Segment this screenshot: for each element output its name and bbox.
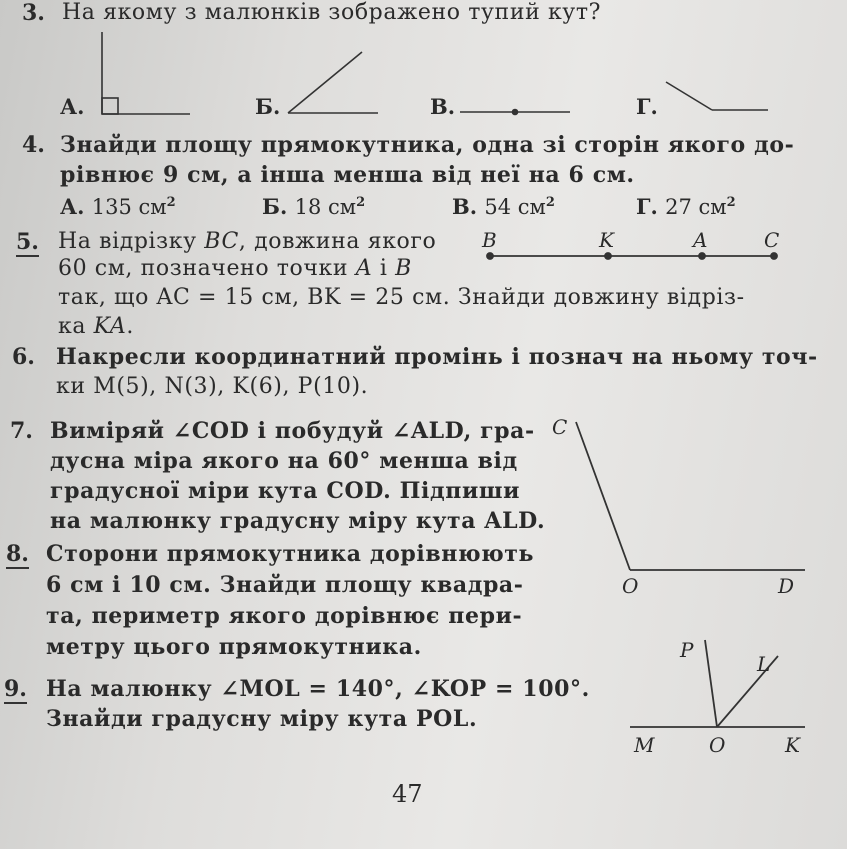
straight-angle-figure [460,110,570,115]
point-label-o-q9: O [709,733,726,757]
q7-line4: на малюнку градусну міру кута ALD. [50,508,546,534]
point-label-a: A [693,228,708,252]
point-label-d-q7: D [778,574,795,598]
point-label-k: K [599,228,614,252]
point-label-c: C [764,228,780,252]
q4-number: 4. [22,132,45,158]
q4-option-b: Б. 18 $см^2$ [262,194,366,219]
q5-number: 5. [16,229,39,255]
q6-number: 6. [12,344,35,370]
q7-line2: дусна міра якого на 60° менша від [50,448,518,474]
segment-bc-figure [487,253,777,259]
q8-number: 8. [6,541,29,567]
q4-option-d: Г. 27 $см^2$ [636,194,736,219]
point-label-o-q7: O [622,574,639,598]
acute-angle-figure [288,52,378,113]
q4-option-c: В. 54 $см^2$ [452,194,555,219]
point-label-l: L [757,652,771,676]
q6-line1: Накресли координатний промінь і познач на ньому точ- [56,344,818,370]
point-label-c-q7: C [552,415,568,439]
q5-line1: На відрізку BC, довжина якого [58,229,437,254]
q3-option-a: А. [60,94,85,119]
q4-option-a: А. 135 $см^2$ [60,194,176,219]
point-label-b: B [482,228,497,252]
page-number: 47 [392,780,423,808]
angle-cod-figure [576,422,805,570]
q7-line1: Виміряй ∠COD і побудуй ∠ALD, гра- [50,418,535,444]
q4-line2: рівнює 9 см, а інша менша від неї на 6 см. [60,162,635,188]
angles-mok-figure [630,640,805,727]
q3-option-c: В. [430,94,456,119]
point-label-k-q9: K [785,733,800,757]
q3-number: 3. [22,0,45,26]
obtuse-angle-figure [666,82,768,110]
q5-line4: ка KA. [58,314,134,339]
q4-line1: Знайди площу прямокутника, одна зі сторін якого до- [60,132,795,158]
q5-line2: 60 см, позначено точки A і B [58,256,412,281]
q9-line2: Знайди градусну міру кута POL. [46,706,478,732]
q8-line2: 6 см і 10 см. Знайди площу квадра- [46,572,524,598]
q7-number: 7. [10,418,33,444]
q3-option-d: Г. [636,94,658,119]
q9-number: 9. [4,676,27,702]
q9-line1: На малюнку ∠MOL = 140°, ∠KOP = 100°. [46,676,590,702]
right-angle-figure [102,32,190,114]
q8-line3: та, периметр якого дорівнює пери- [46,603,523,629]
q8-line1: Сторони прямокутника дорівнюють [46,541,535,567]
q8-line4: метру цього прямокутника. [46,634,422,660]
q3-option-b: Б. [255,94,281,119]
q3-text: На якому з малюнків зображено тупий кут? [62,0,602,25]
q5-line3: так, що AC = 15 см, BK = 25 см. Знайди довжину відріз- [58,285,745,310]
point-label-p: P [680,638,694,662]
q7-line3: градусної міри кута COD. Підпиши [50,478,521,504]
point-label-m: M [634,733,655,757]
q6-line2: ки M(5), N(3), K(6), P(10). [56,374,369,399]
